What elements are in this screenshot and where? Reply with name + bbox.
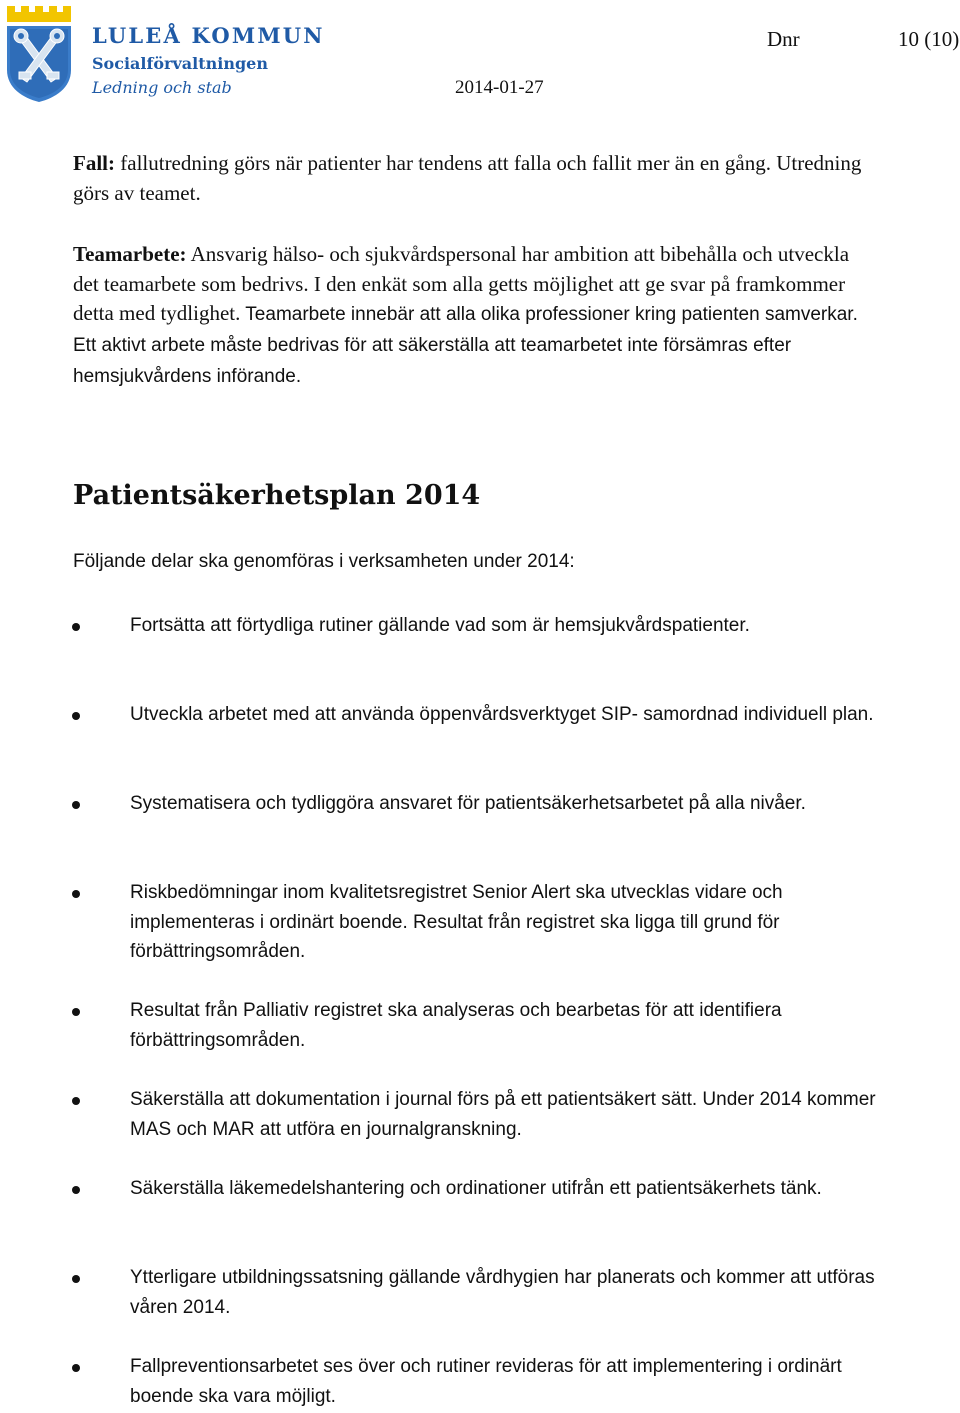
dnr-label: Dnr — [767, 27, 800, 51]
teamwork-term: Teamarbete: — [73, 242, 187, 266]
bullet-icon — [72, 712, 80, 720]
teamwork-text-a: Ansvarig hälso- och sjukvårdspersonal har ambition att bibehålla och utveckla det teamarbete som bedrivs. I den enkät som alla getts möjlighet att ge svar på framkommer detta med tydlighet. — [73, 242, 850, 326]
fall-term: Fall: — [73, 151, 115, 175]
bullet-icon — [72, 801, 80, 809]
organization-unit: Socialförvaltningen — [92, 54, 268, 73]
document-date: 2014-01-27 — [455, 77, 544, 98]
bullet-icon — [72, 1275, 80, 1283]
fall-text: fallutredning görs när patienter har tendens att falla och fallit mer än en gång. Utredning görs av teamet. — [73, 151, 862, 205]
plan-intro: Följande delar ska genomföras i verksamheten under 2014: — [73, 551, 575, 572]
bullet-icon — [72, 1186, 80, 1194]
list-item-text: Ytterligare utbildningssatsning gällande vårdhygien har planerats och kommer att utföras våren 2014. — [130, 1267, 875, 1318]
bullet-icon — [72, 890, 80, 898]
lulea-coat-of-arms-icon — [3, 2, 75, 104]
teamwork-text-b: Teamarbete innebär att alla olika professioner kring patienten samverkar. Ett aktivt arbete måste bedrivas för att säkerställa att teamarbetet inte försämras efter hemsjukvårdens införande. — [73, 304, 858, 387]
list-item-text: Riskbedömningar inom kvalitetsregistret Senior Alert ska utvecklas vidare och implementeras i ordinärt boende. Resultat från registret ska ligga till grund för förbättringsområden. — [130, 882, 783, 963]
list-item-text: Systematisera och tydliggöra ansvaret för patientsäkerhetsarbetet på alla nivåer. — [130, 793, 806, 814]
organization-name: LULEÅ KOMMUN — [92, 23, 325, 48]
fall-paragraph — [73, 149, 863, 208]
list-item-text: Resultat från Palliativ registret ska analyseras och bearbetas för att identifiera förbättringsområden. — [130, 1000, 782, 1051]
plan-heading: Patientsäkerhetsplan 2014 — [73, 480, 481, 511]
bullet-icon — [72, 623, 80, 631]
teamwork-paragraph — [73, 240, 863, 392]
page-number: 10 (10) — [898, 27, 960, 51]
list-item-text: Säkerställa att dokumentation i journal förs på ett patientsäkert sätt. Under 2014 kommer MAS och MAR att utföra en journalgranskning. — [130, 1089, 876, 1140]
bullet-icon — [72, 1097, 80, 1105]
bullet-icon — [72, 1364, 80, 1372]
list-item-text: Fallpreventionsarbetet ses över och rutiner revideras för att implementering i ordinärt boende ska vara möjligt. — [130, 1356, 842, 1407]
organization-department: Ledning och stab — [92, 78, 232, 97]
list-item-text: Utveckla arbetet med att använda öppenvårdsverktyget SIP- samordnad individuell plan. — [130, 704, 874, 725]
list-item-text: Säkerställa läkemedelshantering och ordinationer utifrån ett patientsäkerhets tänk. — [130, 1178, 822, 1199]
list-item-text: Fortsätta att förtydliga rutiner gällande vad som är hemsjukvårdspatienter. — [130, 615, 750, 636]
bullet-icon — [72, 1008, 80, 1016]
